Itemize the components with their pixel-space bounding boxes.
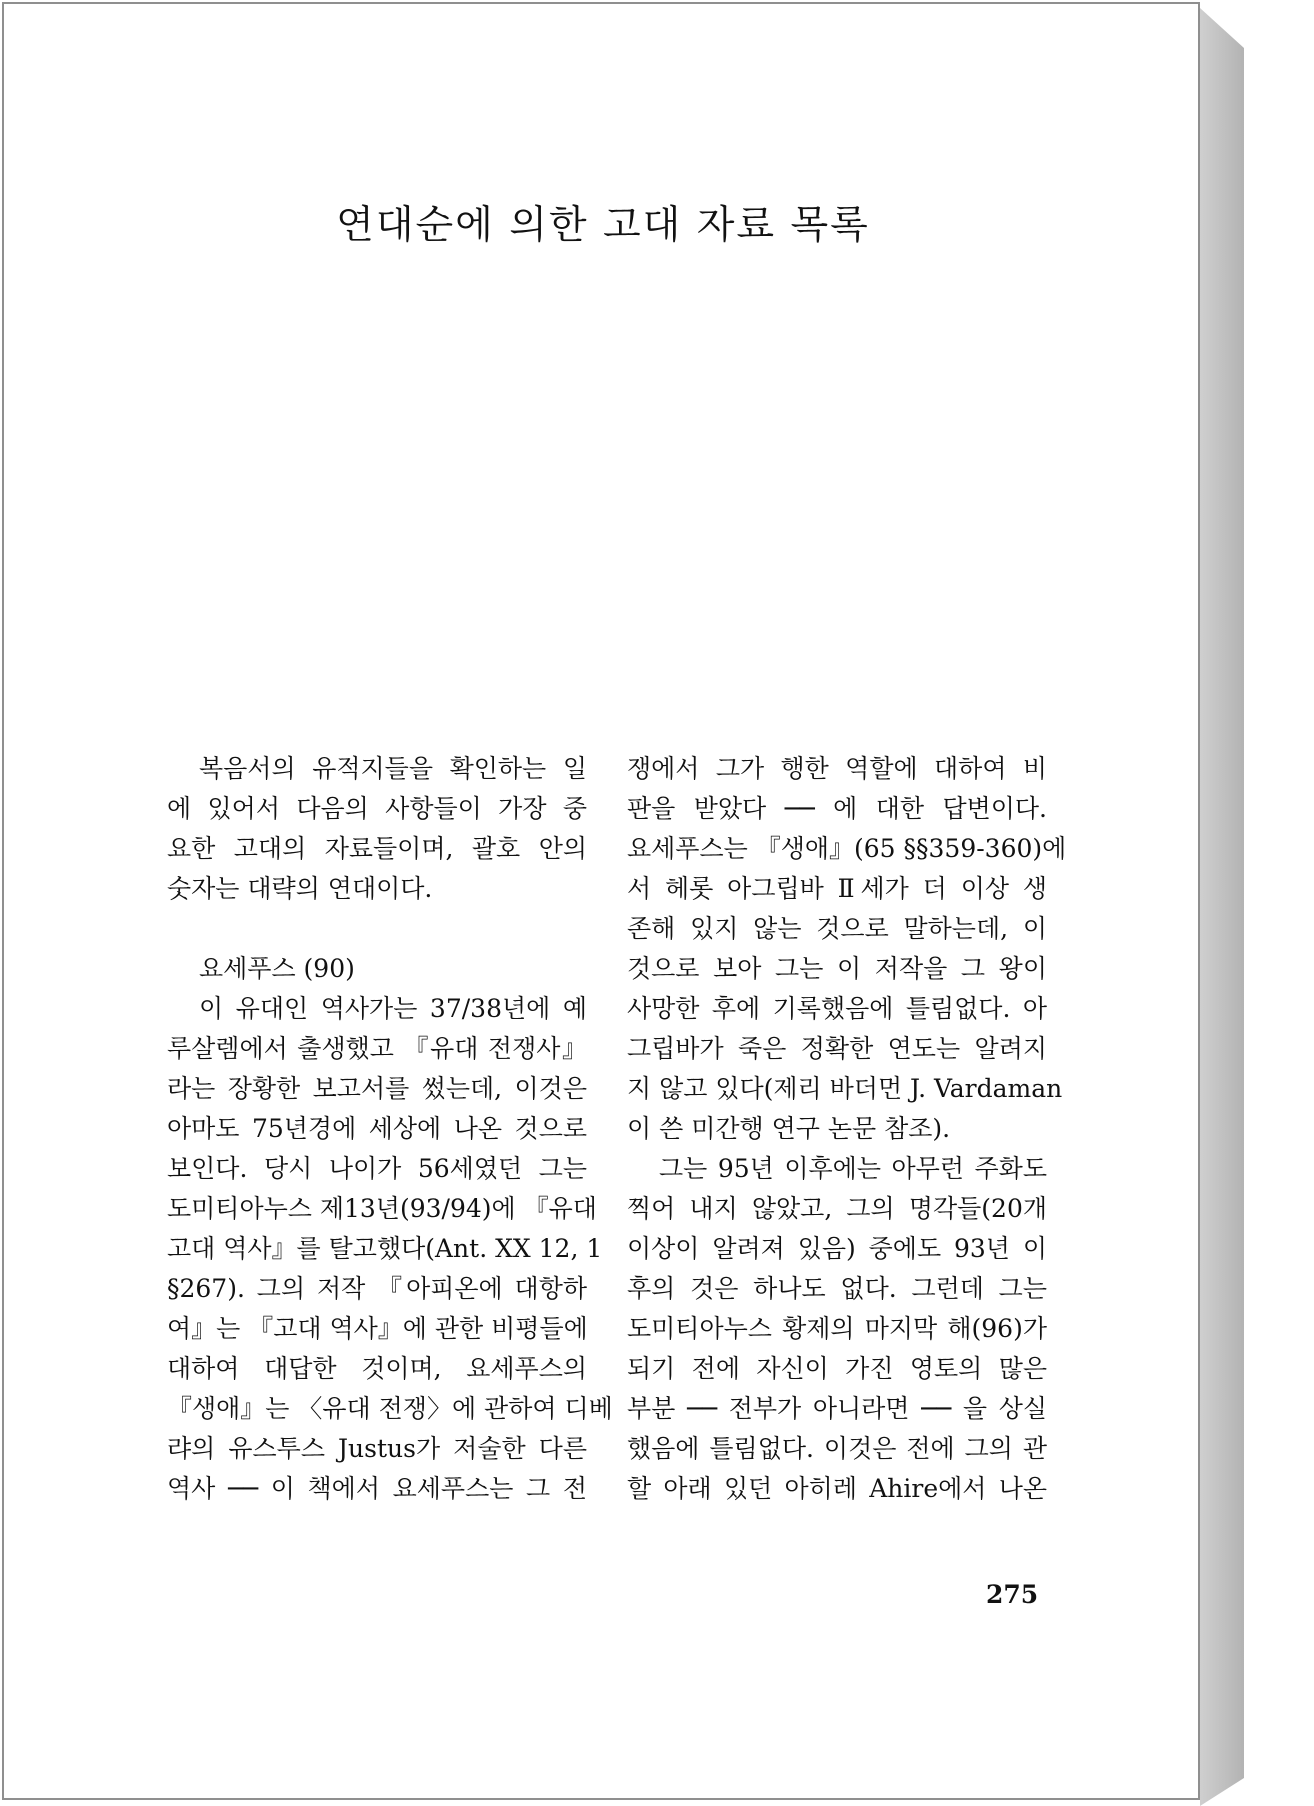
text-line: 되기 전에 자신이 가진 영토의 많은 (627, 1354, 1047, 1383)
text-line: 서 헤롯 아그립바 Ⅱ세가 더 이상 생 (627, 874, 1047, 903)
text-line: 역사 ── 이 책에서 요세푸스는 그 전 (167, 1474, 587, 1503)
text-line: 숫자는 대략의 연대이다. (167, 874, 433, 903)
text-line: 요한 고대의 자료들이며, 괄호 안의 (167, 834, 587, 863)
book-page (2, 2, 1200, 1800)
text-line: 부분 ── 전부가 아니라면 ── 을 상실 (627, 1394, 1047, 1423)
text-line: 이 쓴 미간행 연구 논문 참조). (627, 1114, 951, 1143)
text-line: 루살렘에서 출생했고 『유대 전쟁사』 (167, 1034, 587, 1063)
text-line: 에 있어서 다음의 사항들이 가장 중 (167, 794, 587, 823)
text-line: 사망한 후에 기록했음에 틀림없다. 아 (627, 994, 1047, 1023)
left-column (167, 749, 613, 1509)
page-title: 연대순에 의한 고대 자료 목록 (336, 203, 870, 248)
book-page-edge (1200, 8, 1244, 1806)
text-line: 이 유대인 역사가는 37/38년에 예 (199, 994, 587, 1023)
text-line: 존해 있지 않는 것으로 말하는데, 이 (627, 914, 1047, 943)
page-number: 275 (986, 1580, 1039, 1609)
text-line: §267). 그의 저작 『아피온에 대항하 (167, 1274, 587, 1303)
paragraph-gap (167, 909, 587, 949)
text-line: 여』는 『고대 역사』에 관한 비평들에 (167, 1314, 588, 1343)
text-line: 할 아래 있던 아히레 Ahire에서 나온 (627, 1474, 1047, 1503)
text-line: 것으로 보아 그는 이 저작을 그 왕이 (627, 954, 1047, 983)
text-line: 이상이 알려져 있음) 중에도 93년 이 (627, 1234, 1047, 1263)
text-line: 쟁에서 그가 행한 역할에 대하여 비 (627, 754, 1047, 783)
text-line: 찍어 내지 않았고, 그의 명각들(20개 (627, 1194, 1047, 1223)
text-line: 도미티아누스 제13년(93/94)에 『유대 (167, 1194, 597, 1223)
text-line: 아마도 75년경에 세상에 나온 것으로 (167, 1114, 587, 1143)
text-line: 했음에 틀림없다. 이것은 전에 그의 관 (627, 1434, 1047, 1463)
text-line: 『생애』는 〈유대 전쟁〉에 관하여 디베 (167, 1394, 613, 1423)
text-line: 랴의 유스투스 Justus가 저술한 다른 (167, 1434, 587, 1463)
text-line: 보인다. 당시 나이가 56세였던 그는 (167, 1154, 587, 1183)
text-line: 지 않고 있다(제리 바더먼 J. Vardaman (627, 1074, 1063, 1103)
text-line: 복음서의 유적지들을 확인하는 일 (199, 754, 587, 783)
text-line: 고대 역사』를 탈고했다(Ant. XX 12, 1 (167, 1234, 603, 1263)
text-line: 대하여 대답한 것이며, 요세푸스의 (167, 1354, 587, 1383)
text-line: 판을 받았다 ── 에 대한 답변이다. (627, 794, 1047, 823)
text-line: 라는 장황한 보고서를 썼는데, 이것은 (167, 1074, 587, 1103)
text-line: 그는 95년 이후에는 아무런 주화도 (659, 1154, 1047, 1183)
text-line: 요세푸스는 『생애』(65 §§359-360)에 (627, 834, 1067, 863)
text-line: 후의 것은 하나도 없다. 그런데 그는 (627, 1274, 1047, 1303)
text-line: 그립바가 죽은 정확한 연도는 알려지 (627, 1034, 1047, 1063)
text-line: 요세푸스 (90) (199, 954, 355, 983)
right-column (627, 749, 1067, 1509)
text-line: 도미티아누스 황제의 마지막 해(96)가 (627, 1314, 1047, 1343)
